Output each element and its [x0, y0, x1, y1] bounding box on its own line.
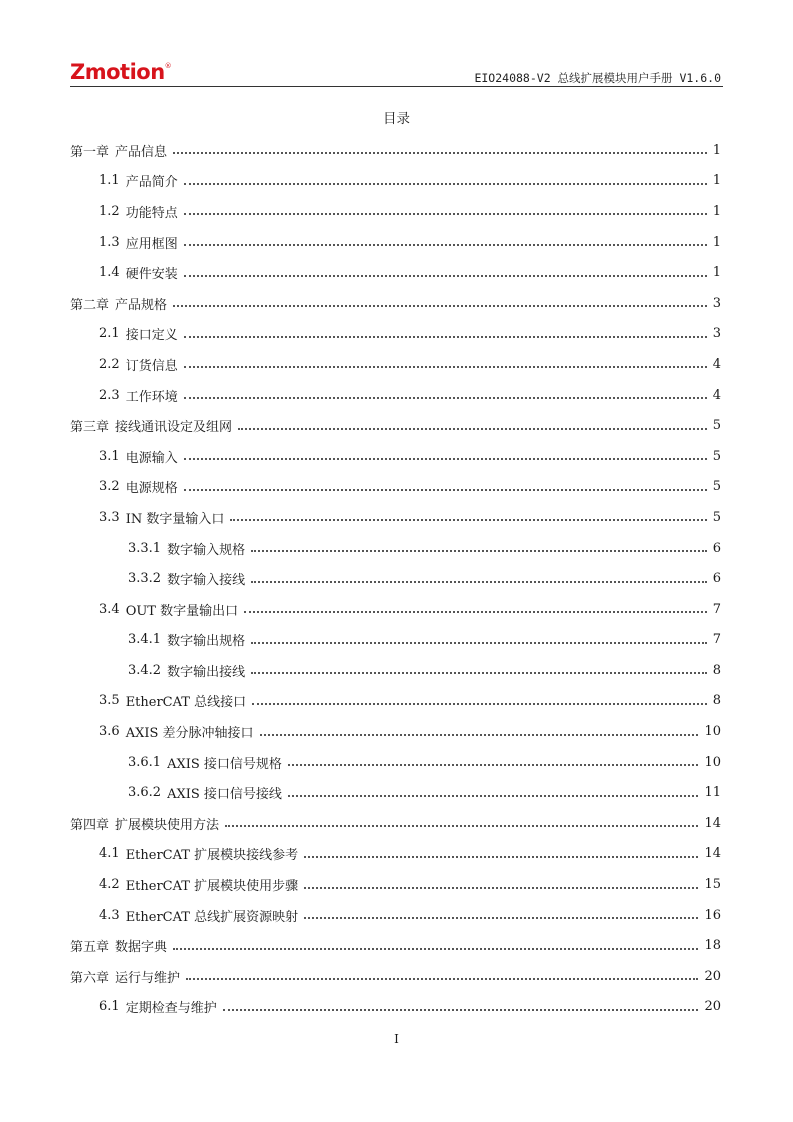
toc-entry-label: EtherCAT 扩展模块使用步骤 [125, 879, 299, 895]
toc-entry-page: 3 [712, 295, 721, 311]
toc-entry[interactable] [70, 655, 721, 686]
toc-entry-label: 产品简介 [125, 175, 178, 191]
toc-entry-page: 5 [712, 448, 721, 464]
toc-dot-leader [173, 142, 707, 154]
toc-dot-leader [184, 265, 707, 277]
toc-entry[interactable] [70, 380, 721, 411]
toc-entry-label: EtherCAT 总线接口 [125, 695, 247, 711]
toc-entry-page: 1 [712, 234, 721, 250]
toc-entry-label: 产品信息 [115, 144, 168, 160]
company-logo [70, 60, 171, 84]
toc-entry-label: OUT 数字量输出口 [125, 603, 239, 619]
toc-entry-page: 6 [712, 571, 721, 587]
toc-entry-label: 电源规格 [125, 481, 178, 497]
toc-entry[interactable] [70, 625, 721, 656]
toc-dot-leader [244, 601, 707, 613]
toc-entry-number: 2.2 [99, 356, 120, 372]
toc-entry[interactable] [70, 257, 721, 288]
toc-entry-number: 2.3 [99, 387, 120, 403]
toc-entry-number: 第二章 [70, 297, 110, 313]
toc-dot-leader [251, 571, 707, 583]
toc-entry-label: 数据字典 [115, 940, 168, 956]
toc-entry-number: 3.3.1 [128, 540, 162, 556]
toc-entry-page: 20 [704, 999, 721, 1015]
toc-entry-number: 3.4.2 [128, 662, 162, 678]
toc-entry[interactable] [70, 686, 721, 717]
toc-entry-number: 1.2 [99, 203, 120, 219]
toc-entry-number: 3.3 [99, 509, 120, 525]
toc-entry[interactable] [70, 594, 721, 625]
toc-chapter[interactable] [70, 288, 721, 319]
toc-entry[interactable] [70, 992, 721, 1023]
toc-entry-page: 8 [712, 693, 721, 709]
toc-entry[interactable] [70, 166, 721, 197]
toc-dot-leader [184, 234, 707, 246]
toc-entry-number: 3.1 [99, 448, 120, 464]
toc-entry-number: 第五章 [70, 940, 110, 956]
toc-dot-leader [184, 203, 707, 215]
toc-entry-number: 3.6.1 [128, 754, 162, 770]
toc-entry[interactable] [70, 869, 721, 900]
toc-entry-number: 1.4 [99, 265, 120, 281]
toc-dot-leader [225, 815, 698, 827]
toc-entry-label: IN 数字量输入口 [125, 511, 225, 527]
document-title: EIO24088-V2 总线扩展模块用户手册 V1.6.0 [474, 71, 721, 85]
toc-entry-page: 1 [712, 203, 721, 219]
toc-entry-label: 接口定义 [125, 328, 178, 344]
toc-entry-page: 4 [712, 356, 721, 372]
toc-entry-page: 10 [704, 754, 721, 770]
toc-dot-leader [304, 846, 698, 858]
toc-entry-page: 8 [712, 662, 721, 678]
toc-entry-page: 7 [712, 601, 721, 617]
toc-entry-page: 20 [704, 968, 721, 984]
toc-entry-page: 15 [704, 877, 721, 893]
toc-entry-label: 产品规格 [115, 297, 168, 313]
toc-entry-label: 数字输出规格 [167, 634, 246, 650]
toc-entry[interactable] [70, 441, 721, 472]
toc-dot-leader [184, 173, 707, 185]
toc-entry-number: 第四章 [70, 817, 110, 833]
logo-text: Zmotion [70, 60, 165, 84]
toc-dot-leader [184, 387, 707, 399]
toc-chapter[interactable] [70, 808, 721, 839]
toc-entry-number: 6.1 [99, 999, 120, 1015]
toc-entry-label: AXIS 接口信号规格 [167, 756, 282, 772]
toc-entry-label: 订货信息 [125, 358, 178, 374]
toc-dot-leader [230, 509, 706, 521]
toc-entry-page: 1 [712, 265, 721, 281]
toc-entry-page: 16 [704, 907, 721, 923]
toc-dot-leader [304, 877, 698, 889]
toc-entry-label: 数字输入接线 [167, 573, 246, 589]
toc-entry-label: 硬件安装 [125, 267, 178, 283]
toc-dot-leader [223, 999, 699, 1011]
toc-entry-label: 定期检查与维护 [125, 1001, 217, 1017]
toc-entry-label: 功能特点 [125, 205, 178, 221]
toc-chapter[interactable] [70, 410, 721, 441]
header-divider [70, 86, 723, 87]
toc-entry[interactable] [70, 502, 721, 533]
toc-entry-page: 4 [712, 387, 721, 403]
toc-dot-leader [173, 295, 707, 307]
toc-dot-leader [184, 448, 707, 460]
toc-entry-page: 18 [704, 938, 721, 954]
toc-entry-label: 扩展模块使用方法 [115, 817, 220, 833]
toc-entry-number: 1.1 [99, 173, 120, 189]
toc-dot-leader [288, 754, 699, 766]
toc-entry[interactable] [70, 472, 721, 503]
toc-entry-label: AXIS 接口信号接线 [167, 787, 282, 803]
toc-entry-page: 5 [712, 479, 721, 495]
toc-entry-page: 14 [704, 846, 721, 862]
toc-entry-number: 3.2 [99, 479, 120, 495]
toc-entry-number: 3.3.2 [128, 571, 162, 587]
toc-heading: 目录 [383, 111, 410, 127]
toc-chapter[interactable] [70, 930, 721, 961]
toc-entry-number: 2.1 [99, 326, 120, 342]
toc-entry[interactable] [70, 227, 721, 258]
toc-entry-label: 接线通讯设定及组网 [115, 420, 233, 436]
toc-entry-number: 3.6.2 [128, 785, 162, 801]
table-of-contents [70, 135, 721, 1022]
toc-dot-leader [260, 724, 699, 736]
toc-entry-page: 7 [712, 632, 721, 648]
toc-entry[interactable] [70, 563, 721, 594]
toc-dot-leader [238, 418, 707, 430]
toc-entry-label: 数字输入规格 [167, 542, 246, 558]
toc-entry[interactable] [70, 716, 721, 747]
toc-dot-leader [184, 479, 707, 491]
toc-chapter[interactable] [70, 961, 721, 992]
toc-entry-page: 10 [704, 724, 721, 740]
toc-dot-leader [184, 356, 707, 368]
toc-entry[interactable] [70, 747, 721, 778]
toc-entry-number: 第三章 [70, 420, 110, 436]
toc-entry-number: 第一章 [70, 144, 110, 160]
toc-entry-label: 数字输出接线 [167, 664, 246, 680]
toc-entry-label: 运行与维护 [115, 970, 181, 986]
toc-entry-number: 第六章 [70, 970, 110, 986]
toc-entry[interactable] [70, 839, 721, 870]
toc-entry-page: 5 [712, 418, 721, 434]
toc-dot-leader [251, 632, 707, 644]
toc-dot-leader [173, 938, 698, 950]
toc-entry-number: 4.3 [99, 907, 120, 923]
toc-dot-leader [252, 693, 707, 705]
toc-dot-leader [186, 968, 698, 980]
toc-entry-page: 3 [712, 326, 721, 342]
toc-entry-page: 1 [712, 142, 721, 158]
toc-dot-leader [251, 662, 707, 674]
toc-entry-number: 1.3 [99, 234, 120, 250]
toc-entry-page: 5 [712, 509, 721, 525]
toc-entry-label: EtherCAT 扩展模块接线参考 [125, 848, 299, 864]
toc-entry-label: 工作环境 [125, 389, 178, 405]
toc-entry-page: 14 [704, 815, 721, 831]
toc-entry-label: 应用框图 [125, 236, 178, 252]
toc-entry-label: 电源输入 [125, 450, 178, 466]
toc-entry-number: 3.4.1 [128, 632, 162, 648]
toc-entry-number: 4.1 [99, 846, 120, 862]
toc-chapter[interactable] [70, 135, 721, 166]
toc-entry-number: 3.4 [99, 601, 120, 617]
toc-entry[interactable] [70, 319, 721, 350]
toc-dot-leader [184, 326, 707, 338]
toc-dot-leader [251, 540, 707, 552]
toc-entry[interactable] [70, 196, 721, 227]
toc-entry[interactable] [70, 349, 721, 380]
toc-entry-label: AXIS 差分脉冲轴接口 [125, 726, 254, 742]
toc-entry[interactable] [70, 777, 721, 808]
toc-entry-page: 6 [712, 540, 721, 556]
toc-entry[interactable] [70, 900, 721, 931]
toc-entry-page: 11 [704, 785, 721, 801]
toc-entry-number: 4.2 [99, 877, 120, 893]
toc-entry-page: 1 [712, 173, 721, 189]
toc-dot-leader [288, 785, 699, 797]
page-number: I [394, 1032, 399, 1046]
toc-entry-number: 3.5 [99, 693, 120, 709]
toc-entry-label: EtherCAT 总线扩展资源映射 [125, 909, 299, 925]
toc-entry-number: 3.6 [99, 724, 120, 740]
toc-entry[interactable] [70, 533, 721, 564]
registered-mark: ® [164, 62, 172, 70]
toc-dot-leader [304, 907, 698, 919]
